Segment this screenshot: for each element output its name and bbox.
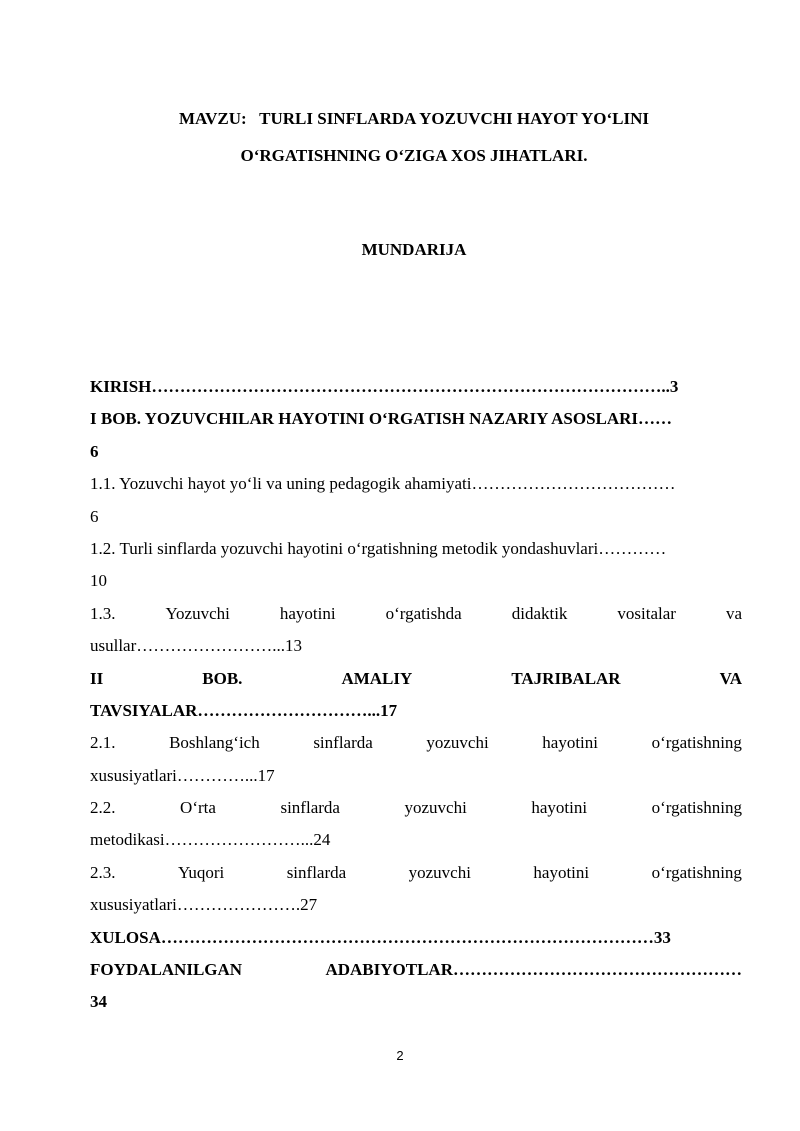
- toc-word: 2.1.: [90, 733, 116, 753]
- toc-entry-2-1-line1[interactable]: [90, 727, 742, 759]
- toc-word: sinflarda: [286, 862, 347, 882]
- toc-entry-1-2-line1[interactable]: 1.2. Turli sinflarda yozuvchi hayotini o‘rgatishning metodik yondashuvlari…………: [90, 538, 667, 558]
- toc-word: o‘rgatishning: [651, 733, 742, 753]
- toc-entry-bob2-line2[interactable]: TAVSIYALAR…………………………...17: [90, 700, 398, 720]
- toc-word: o‘rgatishning: [651, 862, 742, 882]
- toc-word: 1.3.: [90, 603, 116, 623]
- toc-word: FOYDALANILGAN: [90, 960, 243, 980]
- toc-word: Yuqori: [177, 862, 225, 882]
- toc-entry-1-1-page[interactable]: 6: [90, 506, 99, 526]
- table-of-contents: [90, 371, 742, 1019]
- toc-entry-1-3-line1[interactable]: [90, 598, 742, 630]
- toc-entry-foydalanilgan-page[interactable]: 34: [90, 992, 107, 1012]
- toc-word: va: [725, 603, 742, 623]
- toc-word: vositalar: [617, 603, 676, 623]
- contents-heading: MUNDARIJA: [361, 240, 467, 259]
- toc-word: Boshlang‘ich: [169, 733, 260, 753]
- toc-entry-1-3-line2[interactable]: usullar……………………...13: [90, 636, 303, 656]
- toc-entry-kirish[interactable]: KIRISH………………………………………………………………………………..3: [90, 377, 679, 396]
- toc-entry-xulosa[interactable]: XULOSA……………………………………………………………………………33: [90, 927, 671, 947]
- toc-entry-2-3-line1[interactable]: [90, 857, 742, 889]
- toc-entry-bob1-line1[interactable]: I BOB. YOZUVCHILAR HAYOTINI O‘RGATISH NAZARIY ASOSLARI……: [90, 409, 673, 429]
- toc-word: hayotini: [542, 733, 598, 753]
- toc-entry-2-1-line2[interactable]: xususiyatlari…………...17: [90, 765, 275, 785]
- toc-word: hayotini: [533, 862, 590, 882]
- toc-word: 2.2.: [90, 798, 116, 818]
- toc-word: 2.3.: [90, 862, 116, 882]
- toc-word: O‘rta: [180, 798, 216, 818]
- toc-word: yozuvchi: [404, 798, 467, 818]
- toc-word: BOB.: [202, 668, 243, 688]
- toc-entry-1-2-page[interactable]: 10: [90, 571, 107, 591]
- toc-entry-1-1-line1[interactable]: 1.1. Yozuvchi hayot yo‘li va uning pedagogik ahamiyati………………………………: [90, 474, 676, 494]
- document-title-line-1: MAVZU: TURLI SINFLARDA YOZUVCHI HAYOT YO‘LINI: [179, 109, 649, 128]
- document-title-line-2: O‘RGATISHNING O‘ZIGA XOS JIHATLARI.: [240, 146, 588, 165]
- toc-word: didaktik: [511, 603, 568, 623]
- toc-word: Yozuvchi: [165, 603, 230, 623]
- toc-word: hayotini: [279, 603, 336, 623]
- toc-entry-2-2-line1[interactable]: [90, 792, 742, 824]
- toc-word: sinflarda: [313, 733, 373, 753]
- toc-entry-foydalanilgan-line1[interactable]: [90, 954, 742, 986]
- toc-entry-bob1-page[interactable]: 6: [90, 441, 99, 461]
- toc-word: II: [90, 668, 104, 688]
- toc-word: hayotini: [531, 798, 588, 818]
- toc-word: AMALIY: [341, 668, 413, 688]
- toc-word: VA: [719, 668, 742, 688]
- toc-entry-2-3-line2[interactable]: xususiyatlari………………….27: [90, 895, 318, 915]
- toc-word: yozuvchi: [426, 733, 489, 753]
- toc-entry-2-2-line2[interactable]: metodikasi……………………...24: [90, 830, 331, 850]
- toc-word: TAJRIBALAR: [511, 668, 621, 688]
- page-number: 2: [396, 1048, 404, 1063]
- toc-word: o‘rgatishning: [651, 798, 742, 818]
- toc-word: sinflarda: [280, 798, 340, 818]
- toc-word: ADABIYOTLAR……………………………………………: [325, 960, 742, 980]
- toc-entry-bob2-line1[interactable]: [90, 663, 742, 695]
- toc-word: yozuvchi: [408, 862, 471, 882]
- toc-word: o‘rgatishda: [385, 603, 462, 623]
